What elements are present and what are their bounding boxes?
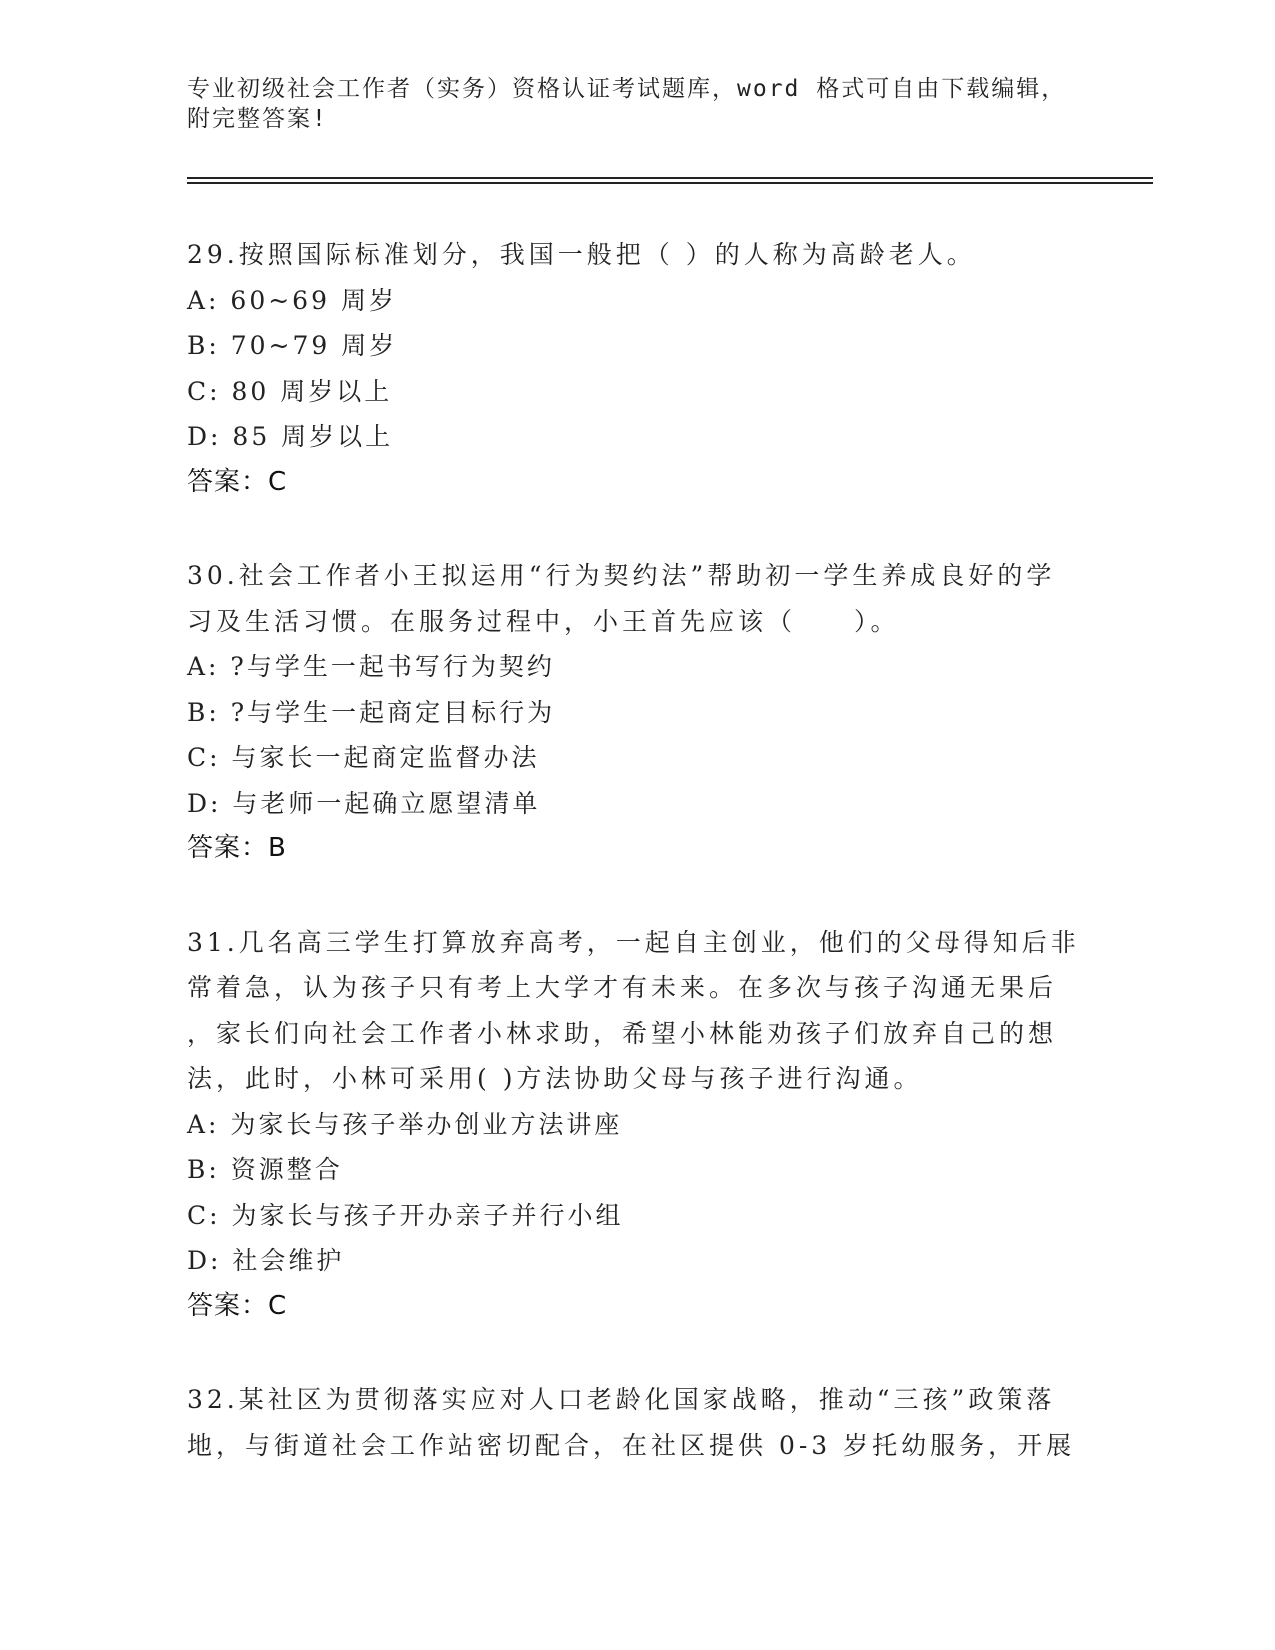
question-stem-line-1: 31.几名高三学生打算放弃高考，一起自主创业，他们的父母得知后非	[187, 927, 1080, 957]
option-a: A: 为家长与孩子举办创业方法讲座	[187, 1109, 623, 1139]
question-list	[187, 232, 1087, 1468]
header-rule-bottom	[187, 182, 1153, 184]
option-b: B: 资源整合	[187, 1155, 343, 1184]
question-stem-line-2: 习及生活习惯。在服务过程中，小王首先应该（ ）。	[187, 606, 900, 636]
header-rule-top	[187, 177, 1153, 179]
option-b: B: 70~79 周岁	[187, 331, 398, 360]
question-29	[187, 232, 1087, 505]
question-stem-line-4: 法，此时，小林可采用( )方法协助父母与孩子进行沟通。	[187, 1064, 923, 1093]
option-c: C: 为家长与孩子开办亲子并行小组	[187, 1200, 624, 1230]
question-31	[187, 920, 1087, 1330]
answer-line: 答案：C	[187, 1290, 288, 1321]
option-b: B: ?与学生一起商定目标行为	[187, 697, 556, 727]
option-c: C: 80 周岁以上	[187, 376, 393, 406]
option-d: D: 与老师一起确立愿望清单	[187, 788, 541, 818]
option-d: D: 85 周岁以上	[187, 422, 394, 451]
option-a: A: 60~69 周岁	[187, 285, 397, 315]
question-stem-line-1: 32.某社区为贯彻落实应对人口老龄化国家战略，推动“三孩”政策落	[187, 1385, 1056, 1414]
answer-line: 答案：C	[187, 466, 288, 497]
question-stem: 29.按照国际标准划分，我国一般把（ ）的人称为高龄老人。	[187, 240, 976, 269]
option-c: C: 与家长一起商定监督办法	[187, 743, 540, 772]
question-32	[187, 1377, 1087, 1468]
question-stem-line-3: ，家长们向社会工作者小林求助，希望小林能劝孩子们放弃自己的想	[187, 1018, 1058, 1048]
question-stem-line-2: 常着急，认为孩子只有考上大学才有未来。在多次与孩子沟通无果后	[187, 973, 1058, 1002]
answer-line: 答案：B	[187, 833, 287, 863]
question-stem-line-2: 地，与街道社会工作站密切配合，在社区提供 0-3 岁托幼服务，开展	[187, 1430, 1076, 1460]
option-a: A: ?与学生一起书写行为契约	[187, 652, 555, 681]
option-d: D: 社会维护	[187, 1246, 345, 1275]
question-stem-line-1: 30.社会工作者小王拟运用“行为契约法”帮助初一学生养成良好的学	[187, 561, 1056, 590]
document-header: 专业初级社会工作者（实务）资格认证考试题库，word 格式可自由下载编辑，附完整答案!	[187, 76, 1067, 132]
question-30	[187, 553, 1087, 872]
